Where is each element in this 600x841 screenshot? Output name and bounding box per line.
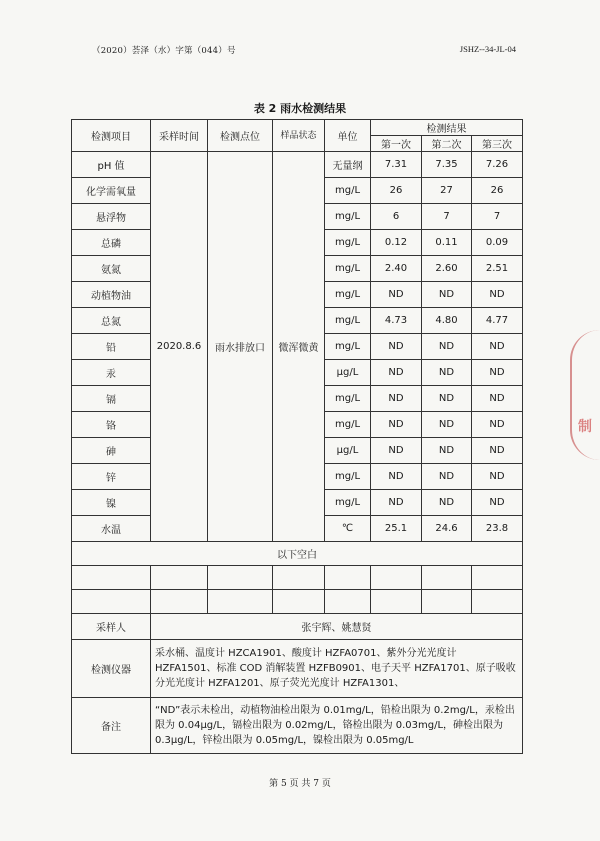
result-third-cell: 26 <box>472 178 523 204</box>
empty-row <box>72 566 523 590</box>
empty-cell <box>208 590 273 614</box>
result-first-cell: ND <box>371 438 422 464</box>
result-third-cell: 7.26 <box>472 152 523 178</box>
empty-cell <box>273 566 325 590</box>
result-first-cell: ND <box>371 360 422 386</box>
result-second-cell: ND <box>422 386 472 412</box>
result-first-cell: 6 <box>371 204 422 230</box>
result-first-cell: 4.73 <box>371 308 422 334</box>
result-third-cell: ND <box>472 334 523 360</box>
remarks-value: “ND”表示未检出，动植物油检出限为 0.01mg/L，铅检出限为 0.2mg/L，汞检出限为 0.04μg/L，镉检出限为 0.02mg/L，铬检出限为 0.03mg/L，砷检出限为 0.3μg/L，锌检出限为 0.05mg/L，镍检出限为 0.05mg/L <box>151 698 523 754</box>
result-third-cell: ND <box>472 438 523 464</box>
empty-cell <box>371 566 422 590</box>
header-item: 检测项目 <box>72 120 151 152</box>
empty-cell <box>422 566 472 590</box>
unit-cell: μg/L <box>325 360 371 386</box>
result-first-cell: 2.40 <box>371 256 422 282</box>
result-third-cell: ND <box>472 360 523 386</box>
result-third-cell: ND <box>472 282 523 308</box>
instruments-label: 检测仪器 <box>72 640 151 698</box>
empty-cell <box>72 566 151 590</box>
result-second-cell: ND <box>422 282 472 308</box>
item-cell: pH 值 <box>72 152 151 178</box>
header-result: 检测结果 <box>371 120 523 136</box>
item-cell: 镉 <box>72 386 151 412</box>
sample-state-cell: 微浑微黄 <box>273 152 325 542</box>
document-code: JSHZ--34-JL-04 <box>459 44 516 54</box>
result-third-cell: 2.51 <box>472 256 523 282</box>
result-third-cell: ND <box>472 490 523 516</box>
empty-cell <box>151 566 208 590</box>
result-second-cell: ND <box>422 360 472 386</box>
unit-cell: mg/L <box>325 334 371 360</box>
result-second-cell: 7.35 <box>422 152 472 178</box>
blank-note: 以下空白 <box>72 542 523 566</box>
results-table <box>71 119 523 754</box>
item-cell: 化学需氧量 <box>72 178 151 204</box>
header-first: 第一次 <box>371 136 422 152</box>
result-first-cell: ND <box>371 490 422 516</box>
header-second: 第二次 <box>422 136 472 152</box>
item-cell: 铬 <box>72 412 151 438</box>
result-second-cell: 24.6 <box>422 516 472 542</box>
result-first-cell: 25.1 <box>371 516 422 542</box>
unit-cell: mg/L <box>325 386 371 412</box>
result-second-cell: ND <box>422 334 472 360</box>
unit-cell: mg/L <box>325 256 371 282</box>
result-second-cell: 2.60 <box>422 256 472 282</box>
sample-time-cell: 2020.8.6 <box>151 152 208 542</box>
table-title: 表 2 雨水检测结果 <box>253 102 347 115</box>
unit-cell: mg/L <box>325 464 371 490</box>
item-cell: 总磷 <box>72 230 151 256</box>
empty-cell <box>472 566 523 590</box>
unit-cell: mg/L <box>325 204 371 230</box>
sampler-label: 采样人 <box>72 614 151 640</box>
sampler-value: 张宇辉、姚慧贤 <box>151 614 523 640</box>
unit-cell: μg/L <box>325 438 371 464</box>
empty-cell <box>208 566 273 590</box>
result-second-cell: 4.80 <box>422 308 472 334</box>
unit-cell: mg/L <box>325 178 371 204</box>
result-second-cell: ND <box>422 438 472 464</box>
item-cell: 悬浮物 <box>72 204 151 230</box>
empty-cell <box>273 590 325 614</box>
result-first-cell: 7.31 <box>371 152 422 178</box>
result-third-cell: ND <box>472 412 523 438</box>
empty-cell <box>325 590 371 614</box>
unit-cell: mg/L <box>325 490 371 516</box>
result-first-cell: ND <box>371 412 422 438</box>
result-second-cell: ND <box>422 464 472 490</box>
seal-stamp-edge: 制 <box>570 330 600 460</box>
item-cell: 氨氮 <box>72 256 151 282</box>
result-first-cell: ND <box>371 464 422 490</box>
empty-cell <box>371 590 422 614</box>
page-footer: 第 5 页 共 7 页 <box>269 779 331 789</box>
result-third-cell: ND <box>472 386 523 412</box>
result-first-cell: ND <box>371 386 422 412</box>
unit-cell: ℃ <box>325 516 371 542</box>
header-point: 检测点位 <box>208 120 273 152</box>
item-cell: 汞 <box>72 360 151 386</box>
result-second-cell: ND <box>422 490 472 516</box>
empty-cell <box>72 590 151 614</box>
table-row <box>72 152 523 178</box>
result-second-cell: 7 <box>422 204 472 230</box>
unit-cell: mg/L <box>325 308 371 334</box>
result-third-cell: 23.8 <box>472 516 523 542</box>
header-third: 第三次 <box>472 136 523 152</box>
result-first-cell: 26 <box>371 178 422 204</box>
instruments-value: 采水桶、温度计 HZCA1901、酸度计 HZFA0701、紫外分光光度计 HZFA1501、标准 COD 消解装置 HZFB0901、电子天平 HZFA1701、原子吸收分光光度计 HZFA1201、原子荧光光度计 HZFA1301、 <box>151 640 523 698</box>
result-third-cell: ND <box>472 464 523 490</box>
empty-cell <box>422 590 472 614</box>
item-cell: 镍 <box>72 490 151 516</box>
document-number: （2020）荟泽（水）字第（044）号 <box>92 46 236 56</box>
result-second-cell: ND <box>422 412 472 438</box>
result-third-cell: 7 <box>472 204 523 230</box>
unit-cell: mg/L <box>325 230 371 256</box>
item-cell: 锌 <box>72 464 151 490</box>
header-time: 采样时间 <box>151 120 208 152</box>
item-cell: 总氮 <box>72 308 151 334</box>
unit-cell: 无量纲 <box>325 152 371 178</box>
item-cell: 动植物油 <box>72 282 151 308</box>
empty-cell <box>325 566 371 590</box>
unit-cell: mg/L <box>325 282 371 308</box>
item-cell: 砷 <box>72 438 151 464</box>
empty-cell <box>472 590 523 614</box>
result-first-cell: ND <box>371 282 422 308</box>
result-third-cell: 0.09 <box>472 230 523 256</box>
remarks-label: 备注 <box>72 698 151 754</box>
sample-point-cell: 雨水排放口 <box>208 152 273 542</box>
result-second-cell: 0.11 <box>422 230 472 256</box>
item-cell: 铅 <box>72 334 151 360</box>
result-second-cell: 27 <box>422 178 472 204</box>
empty-row <box>72 590 523 614</box>
item-cell: 水温 <box>72 516 151 542</box>
header-state: 样品状态 <box>273 120 325 152</box>
unit-cell: mg/L <box>325 412 371 438</box>
result-first-cell: ND <box>371 334 422 360</box>
empty-cell <box>151 590 208 614</box>
result-third-cell: 4.77 <box>472 308 523 334</box>
header-unit: 单位 <box>325 120 371 152</box>
result-first-cell: 0.12 <box>371 230 422 256</box>
